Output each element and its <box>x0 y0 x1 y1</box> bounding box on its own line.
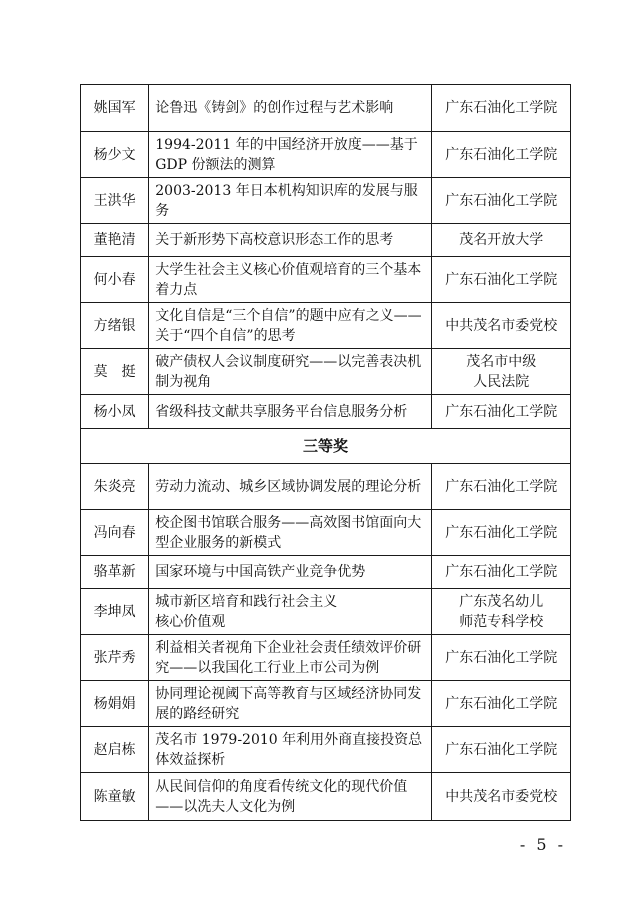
award-rows-third-prize <box>81 464 571 821</box>
table-row <box>81 635 571 681</box>
institution-cell <box>432 510 571 556</box>
author-name: 朱炎亮 <box>81 464 149 510</box>
institution-cell <box>432 257 571 303</box>
institution-cell <box>432 178 571 224</box>
author-name: 莫 挺 <box>81 349 149 395</box>
institution-cell <box>432 681 571 727</box>
table-row <box>81 178 571 224</box>
paper-title-cell <box>149 132 432 178</box>
author-name: 方绪银 <box>81 303 149 349</box>
table-row <box>81 510 571 556</box>
paper-title: 1994-2011 年的中国经济开放度——基于GDP 份额法的测算 <box>155 136 418 173</box>
paper-title: 2003-2013 年日本机构知识库的发展与服务 <box>155 182 418 219</box>
table-row <box>81 257 571 303</box>
paper-title: 利益相关者视角下企业社会责任绩效评价研究——以我国化工行业上市公司为例 <box>155 639 422 676</box>
institution-cell <box>432 635 571 681</box>
author-name: 董艳清 <box>81 224 149 257</box>
institution-cell <box>432 589 571 635</box>
paper-title-cell <box>149 395 432 429</box>
table-row <box>81 395 571 429</box>
institution: 广东石油化工学院 <box>445 100 558 116</box>
institution-cell <box>432 773 571 821</box>
author-name: 王洪华 <box>81 178 149 224</box>
paper-title-cell <box>149 556 432 589</box>
section-heading-row <box>81 429 571 464</box>
institution: 广东石油化工学院 <box>445 524 558 541</box>
institution: 茂名市中级 人民法院 <box>466 353 537 390</box>
table-row <box>81 132 571 178</box>
table-row <box>81 589 571 635</box>
table-row <box>81 349 571 395</box>
section-heading: 三等奖 <box>81 429 571 464</box>
table-row <box>81 556 571 589</box>
paper-title: 茂名市 1979-2010 年利用外商直接投资总体效益探析 <box>155 731 423 768</box>
table-row <box>81 303 571 349</box>
paper-title-cell <box>149 589 432 635</box>
author-name: 骆革新 <box>81 556 149 589</box>
institution-cell <box>432 132 571 178</box>
section-third-prize <box>81 429 571 464</box>
institution: 广东石油化工学院 <box>445 403 558 420</box>
paper-title-cell <box>149 464 432 510</box>
institution-cell <box>432 464 571 510</box>
paper-title-cell <box>149 224 432 257</box>
award-rows-second-prize-continued <box>81 85 571 429</box>
paper-title: 文化自信是“三个自信”的题中应有之义——关于“四个自信”的思考 <box>155 307 422 344</box>
table-row <box>81 224 571 257</box>
institution-cell <box>432 727 571 773</box>
institution: 广东石油化工学院 <box>445 695 558 712</box>
paper-title-cell <box>149 303 432 349</box>
institution: 广东石油化工学院 <box>445 741 558 758</box>
institution: 广东石油化工学院 <box>445 192 558 209</box>
author-name: 陈童敏 <box>81 773 149 821</box>
author-name: 姚国军 <box>81 85 149 132</box>
institution: 茂名开放大学 <box>459 232 544 248</box>
institution-cell <box>432 349 571 395</box>
paper-title-cell <box>149 635 432 681</box>
paper-title: 关于新形势下高校意识形态工作的思考 <box>155 232 394 248</box>
author-name: 李坤凤 <box>81 589 149 635</box>
table-row <box>81 681 571 727</box>
author-name: 张芹秀 <box>81 635 149 681</box>
institution: 广东石油化工学院 <box>445 271 558 288</box>
institution: 广东石油化工学院 <box>445 649 558 666</box>
table-row <box>81 85 571 132</box>
paper-title: 省级科技文献共享服务平台信息服务分析 <box>155 403 408 420</box>
paper-title-cell <box>149 773 432 821</box>
institution-cell <box>432 395 571 429</box>
institution-cell <box>432 303 571 349</box>
table-row <box>81 464 571 510</box>
paper-title-cell <box>149 681 432 727</box>
institution: 广东石油化工学院 <box>445 146 558 163</box>
paper-title-cell <box>149 510 432 556</box>
table-row <box>81 727 571 773</box>
institution: 中共茂名市委党校 <box>445 788 558 805</box>
paper-title-cell <box>149 727 432 773</box>
award-table <box>80 84 571 821</box>
paper-title: 校企图书馆联合服务——高效图书馆面向大型企业服务的新模式 <box>155 514 422 551</box>
institution-cell <box>432 224 571 257</box>
institution-cell <box>432 85 571 132</box>
author-name: 冯向春 <box>81 510 149 556</box>
paper-title-cell <box>149 178 432 224</box>
paper-title-cell <box>149 349 432 395</box>
paper-title: 劳动力流动、城乡区域协调发展的理论分析 <box>155 478 422 495</box>
institution: 中共茂名市委党校 <box>445 317 558 334</box>
paper-title: 论鲁迅《铸剑》的创作过程与艺术影响 <box>155 100 394 116</box>
author-name: 杨少文 <box>81 132 149 178</box>
paper-title: 城市新区培育和践行社会主义 核心价值观 <box>155 593 338 630</box>
author-name: 何小春 <box>81 257 149 303</box>
page-number: - 5 - <box>519 835 566 854</box>
table-row <box>81 773 571 821</box>
author-name: 赵启栋 <box>81 727 149 773</box>
institution: 广东石油化工学院 <box>445 478 558 495</box>
paper-title: 大学生社会主义核心价值观培育的三个基本着力点 <box>155 261 422 298</box>
paper-title-cell <box>149 257 432 303</box>
author-name: 杨娟娟 <box>81 681 149 727</box>
paper-title: 协同理论视阈下高等教育与区域经济协同发展的路经研究 <box>155 685 422 722</box>
paper-title: 从民间信仰的角度看传统文化的现代价值——以冼夫人文化为例 <box>155 778 408 815</box>
institution: 广东石油化工学院 <box>445 564 558 580</box>
paper-title: 国家环境与中国高铁产业竞争优势 <box>155 564 366 580</box>
institution: 广东茂名幼儿 师范专科学校 <box>459 593 544 630</box>
paper-title-cell <box>149 85 432 132</box>
author-name: 杨小凤 <box>81 395 149 429</box>
paper-title: 破产债权人会议制度研究——以完善表决机制为视角 <box>155 353 422 390</box>
institution-cell <box>432 556 571 589</box>
